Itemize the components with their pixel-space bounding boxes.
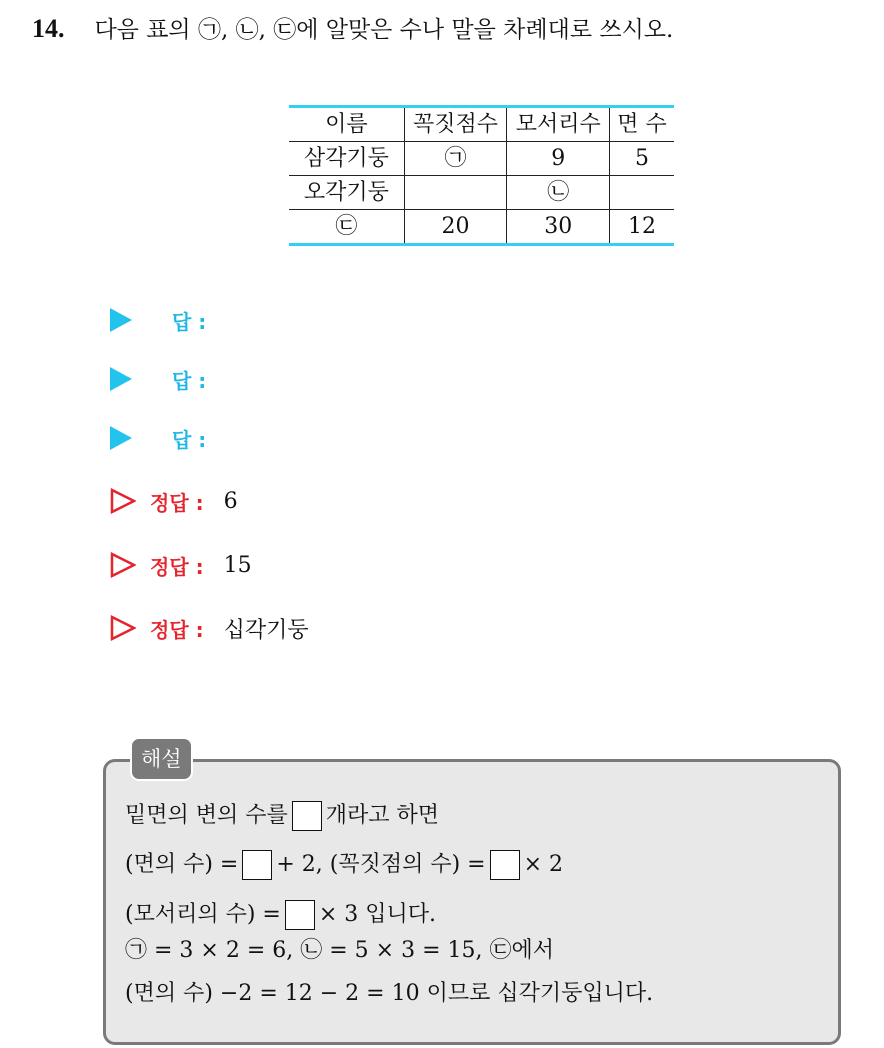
play-triangle-icon bbox=[110, 367, 132, 391]
explanation-text: (모서리의 수) = bbox=[125, 902, 281, 927]
explanation-text: × 2 bbox=[523, 852, 564, 877]
question-number: 14. bbox=[32, 14, 65, 43]
explanation-line-3 bbox=[125, 900, 436, 930]
correct-value: 십각기둥 bbox=[223, 617, 309, 643]
table-row bbox=[289, 142, 674, 176]
correct-answer-row-3 bbox=[110, 610, 309, 646]
blank-square bbox=[242, 850, 272, 880]
explanation-text: 개라고 하면 bbox=[325, 803, 440, 828]
table-cell: 5 bbox=[610, 142, 674, 176]
outline-triangle-icon bbox=[110, 552, 136, 578]
data-table bbox=[289, 105, 674, 246]
table-cell: 12 bbox=[610, 210, 674, 245]
table-cell: 9 bbox=[507, 142, 610, 176]
answer-label: 답 : bbox=[172, 309, 207, 334]
play-triangle-icon bbox=[110, 426, 132, 450]
table-cell bbox=[404, 176, 507, 210]
table-cell: ㉡ bbox=[507, 176, 610, 210]
explanation-tag: 해설 bbox=[130, 737, 193, 781]
outline-triangle-icon bbox=[110, 488, 136, 514]
explanation-text: 밑면의 변의 수를 bbox=[125, 803, 288, 828]
answer-row-1[interactable] bbox=[110, 302, 206, 338]
table-cell: 20 bbox=[404, 210, 507, 245]
explanation-text: (면의 수) −2 = 12 − 2 = 10 이므로 십각기둥입니다. bbox=[125, 981, 654, 1006]
explanation-line-1 bbox=[125, 801, 439, 831]
table-cell: ㉢ bbox=[289, 210, 404, 245]
correct-value: 6 bbox=[223, 488, 238, 514]
table-header-row bbox=[289, 107, 674, 142]
question bbox=[32, 12, 673, 47]
play-triangle-icon bbox=[110, 308, 132, 332]
blank-square bbox=[490, 850, 520, 880]
correct-label: 정답 : bbox=[150, 554, 204, 579]
correct-answer-row-2 bbox=[110, 547, 252, 583]
explanation-text: ㉠ = 3 × 2 = 6, ㉡ = 5 × 3 = 15, ㉢에서 bbox=[125, 938, 554, 963]
table-row bbox=[289, 210, 674, 245]
table-header: 모서리수 bbox=[507, 107, 610, 142]
table-header: 면 수 bbox=[610, 107, 674, 142]
blank-square bbox=[285, 900, 315, 930]
explanation-text: + 2, (꼭짓점의 수) = bbox=[276, 852, 486, 877]
outline-triangle-icon bbox=[110, 615, 136, 641]
table-cell: ㉠ bbox=[404, 142, 507, 176]
answer-label: 답 : bbox=[172, 427, 207, 452]
correct-label: 정답 : bbox=[150, 617, 204, 642]
table-cell bbox=[610, 176, 674, 210]
correct-label: 정답 : bbox=[150, 490, 204, 515]
answer-row-2[interactable] bbox=[110, 361, 206, 397]
table-header: 이름 bbox=[289, 107, 404, 142]
table-cell: 오각기둥 bbox=[289, 176, 404, 210]
explanation-line-2 bbox=[125, 850, 563, 880]
table-row bbox=[289, 176, 674, 210]
correct-value: 15 bbox=[223, 552, 252, 578]
explanation-line-5 bbox=[125, 979, 653, 1009]
table-cell: 30 bbox=[507, 210, 610, 245]
question-text: 다음 표의 ㉠, ㉡, ㉢에 알맞은 수나 말을 차례대로 쓰시오. bbox=[94, 17, 674, 43]
blank-square bbox=[292, 801, 322, 831]
correct-answer-row-1 bbox=[110, 483, 238, 519]
answer-row-3[interactable] bbox=[110, 420, 206, 456]
answer-label: 답 : bbox=[172, 368, 207, 393]
explanation-line-4 bbox=[125, 936, 554, 966]
explanation-text: × 3 입니다. bbox=[318, 902, 437, 927]
explanation-text: (면의 수) = bbox=[125, 852, 239, 877]
table-cell: 삼각기둥 bbox=[289, 142, 404, 176]
table-header: 꼭짓점수 bbox=[404, 107, 507, 142]
